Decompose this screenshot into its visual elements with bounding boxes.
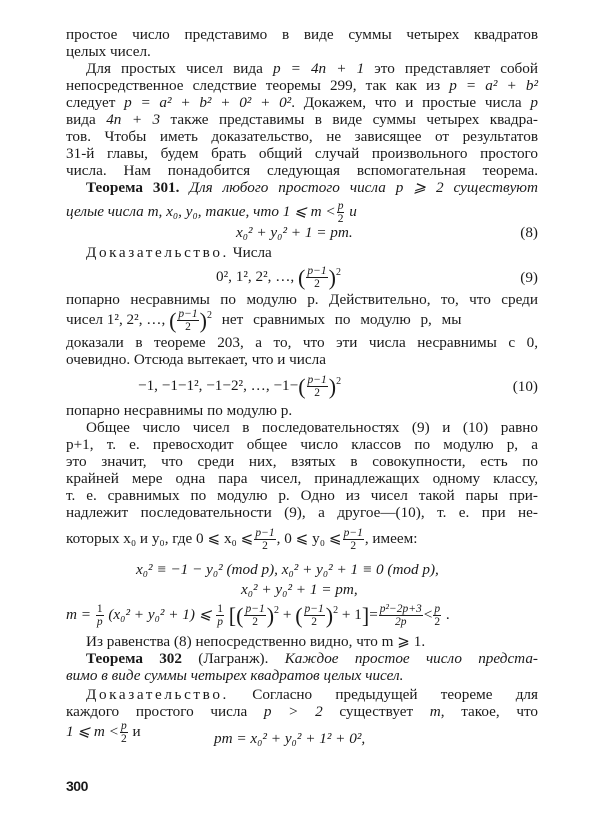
proof-heading: Доказательство. Числа [86,244,272,261]
text-line: попарно несравнимы по модулю p. Действительно, то, что среди [66,291,538,308]
text-line: тов. Чтобы иметь доказательство, не зависящее от результатов [66,128,538,145]
text-line: непосредственное следствие теоремы 299, так как из p = a² + b² [66,77,539,94]
text-line: Общее число чисел в последовательностях (9) и (10) равно [86,419,538,436]
equation-10: −1, −1−1², −1−2², …, −1−( $\frac{p-1}{2}$ )$^2$ (10) [138,374,538,399]
text-line: 31-й главы, будем брать общий случай произвольного простого [66,145,538,162]
text-line: надлежит последовательности (9), а другое—(10), т. е. при не- [66,504,538,521]
proof-heading: Доказательство. Согласно предыдущей теореме для [86,686,538,703]
text-line: целых чисел. [66,43,151,60]
theorem-301-line: целые числа m, x₀, y₀, такие, что 1 ⩽ m < $\frac{p}{2}$ и [66,200,357,225]
text-line: доказали в теореме 203, а то, что эти числа несравнимы с 0, [66,334,538,351]
equation-9: 0², 1², 2², …, ( $\frac{p-1}{2}$ )$^2$ (9) [216,265,538,290]
text-line: простое число представимо в виде суммы четырех квадратов [66,26,538,43]
text-line: вида 4n + 3 также представимы в виде суммы четырех квадра- [66,111,538,128]
equation-pm: x₀² + y₀² + 1 = pm, [241,581,358,598]
theorem-label: Теорема 302 [86,650,182,667]
text-line: это значит, что среди них, взятых в совокупности, есть по [66,453,538,470]
equation-8: x₀² + y₀² + 1 = pm. (8) [236,224,538,241]
text-line: Из равенства (8) непосредственно видно, что m ⩾ 1. [86,633,426,650]
equation-m-bound: m = $\frac{1}{p}$ (x₀² + y₀² + 1) ⩽ $\frac{1}{p}$ [( $\frac{p-1}{2}$ )$^2$ + ( $\frac{p-1}{2}$ )$^2$ + 1]= $\frac{\text{p²−2p+3}}{2p}$ < $\frac{p}{2}$ . [66,603,450,628]
text-line: очевидно. Отсюда вытекает, что и числа [66,351,326,368]
theorem-302-line: вимо в виде суммы четырех квадратов целых чисел. [66,667,404,684]
text-line: крайней мере одна пара чисел, принадлежащих одному классу, [66,470,538,487]
text-line: чисел 1², 2², …, ( $\frac{p-1}{2}$ )$^2$ нет сравнимых по модулю p, мы [66,308,462,333]
theorem-301-line: Теорема 301. Для любого простого числа p ⩾ 2 существуют [86,179,538,196]
text-line: попарно несравнимы по модулю p. [66,402,293,419]
theorem-302-line: Теорема 302 (Лагранж). Каждое простое число предста- [86,650,538,667]
page-number: 300 [66,778,88,794]
text-line: числа. Нам понадобится следующая вспомогательная теорема. [66,162,538,179]
equation-congruence: x₀² ≡ −1 − y₀² (mod p), x₀² + y₀² + 1 ≡ 0 (mod p), [136,561,439,578]
text-line: которых x₀ и y₀, где 0 ⩽ x₀ ⩽ $\frac{p-1}{2}$ , 0 ⩽ y₀ ⩽ $\frac{p-1}{2}$ , имеем: [66,527,418,552]
text-line: p+1, т. е. превосходит общее число классов по модулю p, а [66,436,538,453]
text-line: Для простых чисел вида p = 4n + 1 это представляет собой [86,60,538,77]
text-line: каждого простого числа p > 2 существует m, такое, что [66,703,539,720]
theorem-label: Теорема 301. [86,179,180,196]
text-line: 1 ⩽ m < $\frac{p}{2}$ и pm = x₀² + y₀² + 1² + 0², [66,720,366,747]
equation-final: pm = x₀² + y₀² + 1² + 0², [214,730,366,747]
text-line: т. е. сравнимых по модулю p. Одно из чисел такой пары при- [66,487,538,504]
page-body [66,26,538,746]
text-line: следует p = a² + b² + 0² + 0². Докажем, что и простые числа p [66,94,538,111]
